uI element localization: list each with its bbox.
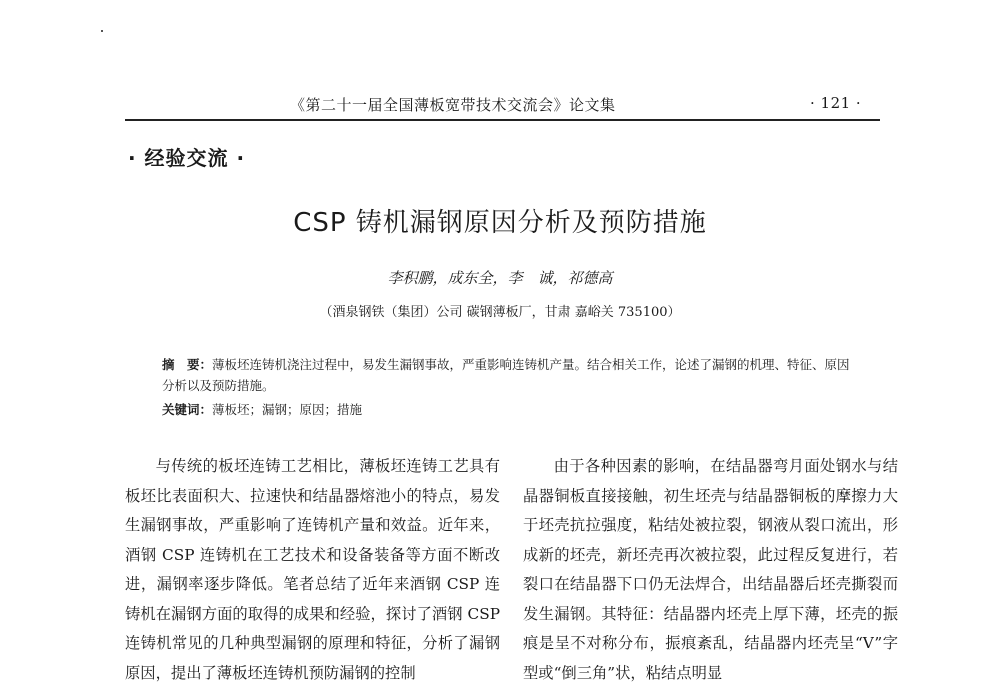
body-left-column: [125, 452, 500, 688]
abstract-label: 摘 要：: [162, 357, 213, 372]
header-rule: [125, 119, 880, 121]
section-label: · 经验交流 ·: [128, 146, 246, 170]
abstract-text: 薄板坯连铸机浇注过程中，易发生漏钢事故，严重影响连铸机产量。结合相关工作，论述了漏钢的机理、特征、原因分析以及预防措施。: [162, 357, 850, 393]
affiliation: （酒泉钢铁（集团）公司 碳钢薄板厂，甘肃 嘉峪关 735100）: [319, 305, 681, 320]
body-right-column: [523, 452, 898, 688]
page-number: · 121 ·: [810, 94, 862, 112]
scan-speck: [101, 30, 103, 32]
proceedings-title: 《第二十一届全国薄板宽带技术交流会》论文集: [290, 96, 616, 114]
body-paragraph: 由于各种因素的影响，在结晶器弯月面处钢水与结晶器铜板直接接触，初生坯壳与结晶器铜板的摩擦力大于坯壳抗拉强度，粘结处被拉裂，钢液从裂口流出，形成新的坯壳，新坯壳再次被拉裂，此过程反复进行，若裂口在结晶器下口仍无法焊合，出结晶器后坯壳撕裂而发生漏钢。其特征：结晶器内坯壳上厚下薄，坯壳的振痕是呈不对称分布，振痕紊乱，结晶器内坯壳呈“V”字型或“倒三角”状，粘结点明显: [523, 457, 898, 682]
authors: 李积鹏，成东全，李 诚，祁德高: [387, 269, 613, 287]
keywords-label: 关键词：: [162, 402, 213, 417]
paper-title: CSP 铸机漏钢原因分析及预防措施: [293, 208, 707, 238]
keywords: [162, 400, 362, 418]
abstract: [162, 354, 862, 396]
keywords-text: 薄板坯；漏钢；原因；措施: [212, 402, 363, 417]
running-header: [125, 88, 880, 118]
body-paragraph: 与传统的板坯连铸工艺相比，薄板坯连铸工艺具有板坯比表面积大、拉速快和结晶器熔池小的特点，易发生漏钢事故，严重影响了连铸机产量和效益。近年来，酒钢 CSP 连铸机在工艺技术和设备装备等方面不断改进，漏钢率逐步降低。笔者总结了近年来酒钢 CSP 连铸机在漏钢方面的取得的成果和经验，探讨了酒钢 CSP 连铸机常见的几种典型漏钢的原理和特征，分析了漏钢原因，提出了薄板坯连铸机预防漏钢的控制: [125, 457, 500, 682]
